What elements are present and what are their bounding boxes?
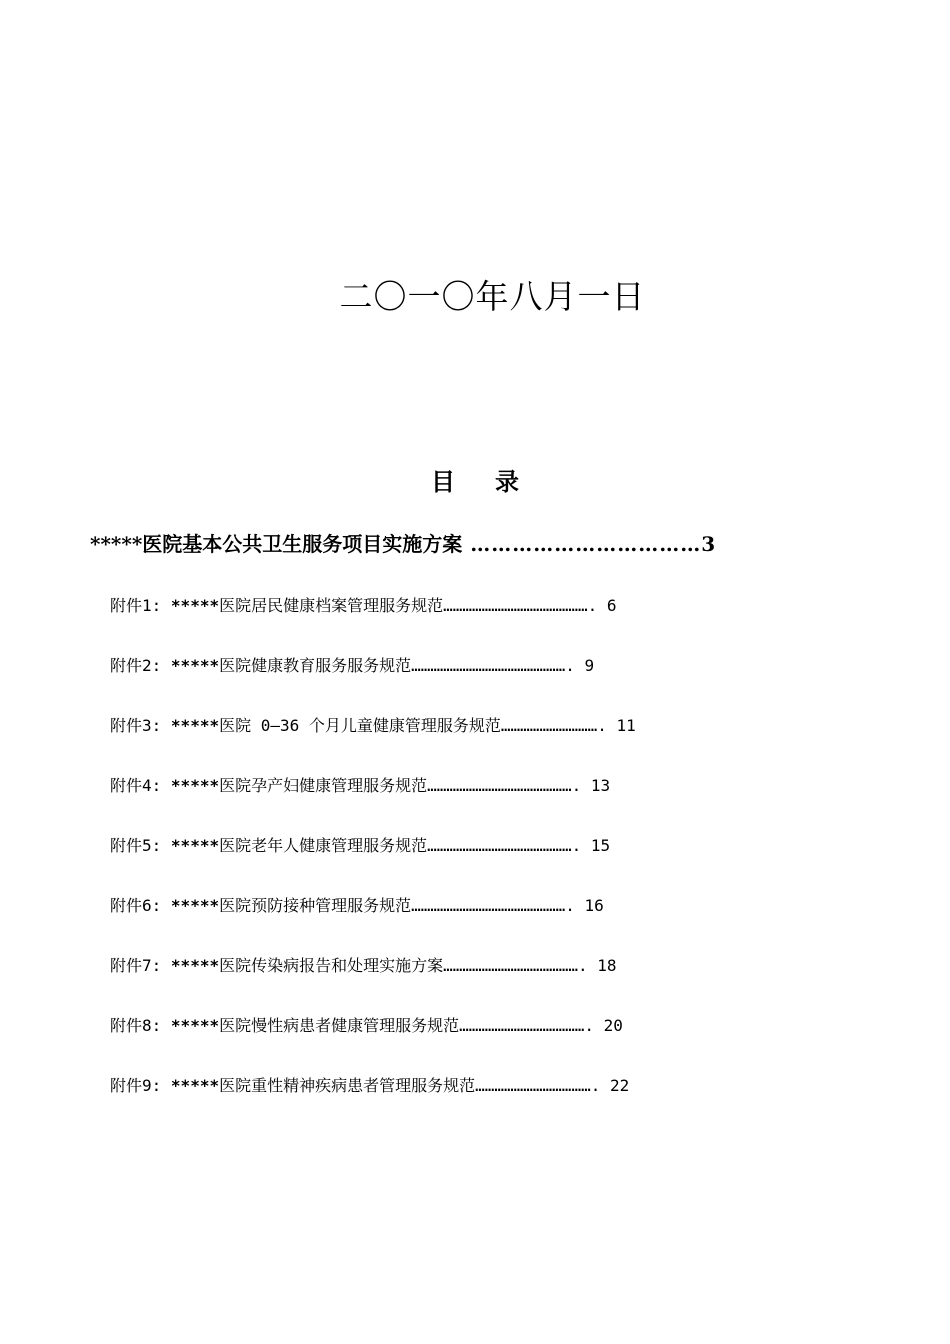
- toc-item-1[interactable]: [110, 590, 636, 650]
- toc-item-page: 11: [616, 716, 636, 735]
- toc-item-leader: ……………………………………….: [443, 596, 607, 615]
- toc-item-stars: *****: [170, 1016, 220, 1035]
- toc-item-page: 15: [590, 836, 611, 855]
- toc-item-page: 20: [603, 1016, 623, 1035]
- toc-item-stars: *****: [170, 716, 220, 735]
- toc-item-prefix: 附件1:: [110, 596, 162, 615]
- toc-item-leader: ………………………………………….: [411, 896, 585, 915]
- toc-item-page: 13: [590, 776, 611, 795]
- toc-item-leader: ……………………………….: [475, 1076, 610, 1095]
- toc-item-title: 医院传染病报告和处理实施方案: [219, 956, 444, 975]
- toc-item-page: 6: [606, 596, 617, 615]
- toc-item-7[interactable]: [110, 950, 636, 1010]
- toc-item-stars: *****: [170, 896, 220, 915]
- toc-item-3[interactable]: [110, 710, 636, 770]
- toc-item-leader: ……………………………………….: [427, 836, 591, 855]
- toc-item-page: 16: [584, 896, 604, 915]
- toc-item-stars: *****: [170, 956, 220, 975]
- toc-item-title: 医院 0—36 个月儿童健康管理服务规范: [219, 716, 501, 735]
- toc-item-2[interactable]: [110, 650, 636, 710]
- toc-item-prefix: 附件8:: [110, 1016, 162, 1035]
- toc-item-title: 医院居民健康档案管理服务规范: [219, 596, 444, 615]
- toc-item-stars: *****: [170, 836, 220, 855]
- toc-item-prefix: 附件7:: [110, 956, 162, 975]
- toc-item-title: 医院孕产妇健康管理服务规范: [219, 776, 428, 795]
- toc-item-page: 9: [584, 656, 595, 675]
- toc-item-prefix: 附件3:: [110, 716, 162, 735]
- toc-item-5[interactable]: [110, 830, 636, 890]
- toc-item-prefix: 附件6:: [110, 896, 162, 915]
- toc-item-8[interactable]: [110, 1010, 636, 1070]
- toc-item-prefix: 附件4:: [110, 776, 162, 795]
- toc-item-stars: *****: [170, 656, 220, 675]
- toc-item-title: 医院老年人健康管理服务规范: [219, 836, 428, 855]
- toc-list: [110, 590, 636, 1130]
- toc-item-leader: ……………………………………….: [427, 776, 591, 795]
- toc-item-leader: …………………………………….: [443, 956, 598, 975]
- toc-item-prefix: 附件5:: [110, 836, 162, 855]
- toc-item-title: 医院慢性病患者健康管理服务规范: [219, 1016, 460, 1035]
- document-date: 二〇一〇年八月一日: [339, 277, 646, 316]
- toc-main-leader: ……………………………: [470, 532, 702, 556]
- toc-main-entry[interactable]: [90, 528, 715, 560]
- toc-item-stars: *****: [170, 596, 220, 615]
- toc-main-title: *****医院基本公共卫生服务项目实施方案: [90, 532, 463, 556]
- toc-item-leader: ………………………………….: [459, 1016, 604, 1035]
- toc-item-leader: ………………………………………….: [411, 656, 585, 675]
- toc-item-prefix: 附件9:: [110, 1076, 162, 1095]
- toc-item-prefix: 附件2:: [110, 656, 162, 675]
- toc-item-page: 18: [597, 956, 617, 975]
- toc-item-stars: *****: [170, 776, 220, 795]
- toc-item-stars: *****: [170, 1076, 220, 1095]
- toc-heading: 目录: [431, 467, 559, 496]
- toc-item-6[interactable]: [110, 890, 636, 950]
- toc-item-page: 22: [609, 1076, 630, 1095]
- toc-main-page: 3: [701, 532, 716, 556]
- toc-item-4[interactable]: [110, 770, 636, 830]
- toc-item-leader: ………………………….: [500, 716, 617, 735]
- toc-item-9[interactable]: [110, 1070, 636, 1130]
- toc-item-title: 医院预防接种管理服务规范: [219, 896, 412, 915]
- toc-item-title: 医院健康教育服务服务规范: [219, 656, 412, 675]
- toc-item-title: 医院重性精神疾病患者管理服务规范: [219, 1076, 476, 1095]
